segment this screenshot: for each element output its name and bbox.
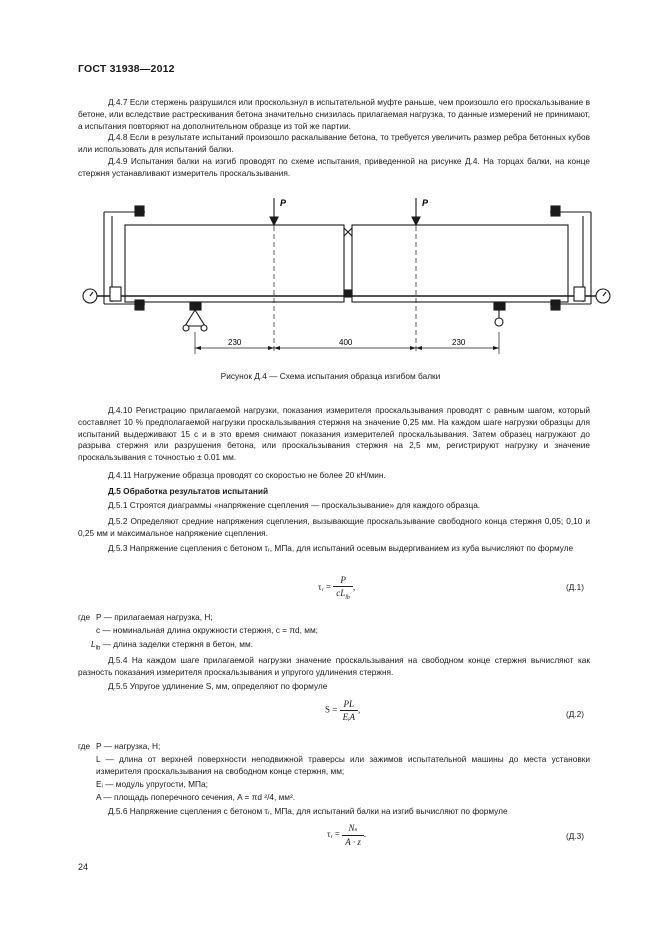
where1-line1: P — прилагаемая нагрузка, Н; — [96, 612, 213, 622]
formula-d2 — [325, 699, 360, 722]
formula-d2-lhs: S = — [325, 704, 338, 715]
where1-line3-symbol: L — [91, 639, 96, 649]
where1-lead: где — [78, 612, 91, 622]
paragraph-d56: Д.5.6 Напряжение сцепления с бетоном τᵣ, МПа, для испытаний балки на изгиб вычисляют по формуле — [108, 806, 508, 816]
page-number: 24 — [78, 862, 89, 872]
formula-d2-tail: , — [358, 704, 361, 715]
where2-line1: P — нагрузка, Н; — [96, 741, 161, 751]
formula-d1-number: (Д.1) — [566, 582, 585, 592]
dimension-middle: 400 — [339, 338, 353, 347]
formula-d2-number: (Д.2) — [566, 709, 585, 719]
where1-line3-sub: lb — [95, 645, 101, 652]
formula-d2-numerator: PL — [340, 699, 358, 711]
formula-d1-denominator: cL — [336, 588, 346, 598]
figure-caption: Рисунок Д.4 — Схема испытания образца изгибом балки — [220, 371, 441, 381]
formula-d1-tail: , — [352, 581, 356, 592]
formula-d1-lhs: τᵣ = — [318, 581, 332, 592]
load-label-left: P — [280, 198, 287, 208]
where2-line4: A — площадь поперечного сечения, A = πd ²/4, мм². — [96, 792, 296, 802]
beam-test-diagram — [78, 192, 618, 362]
paragraph-d54: Д.5.4 На каждом шаге прилагаемой нагрузки значение проскальзывания на свободном конце стержня вычисляют как разность показания измерителя проскальзывания и упругого удлинения стержня. — [78, 655, 590, 677]
formula-d1 — [318, 575, 355, 601]
formula-d1-numerator: P — [333, 575, 353, 587]
beam-left-half — [125, 225, 344, 302]
paragraph-d49: Д.4.9 Испытания балки на изгиб проводят по схеме испытания, приведенной на рисунке Д.4. На торцах балки, на конце стержня устанавливают измеритель проскальзывания. — [78, 156, 590, 178]
formula-d3-numerator: Nₛ — [342, 823, 364, 836]
section-heading-d5: Д.5 Обработка результатов испытаний — [108, 486, 269, 496]
formula-d1-denominator-sub: lb — [345, 594, 350, 601]
formula-d3 — [327, 823, 366, 847]
paragraph-d411: Д.4.11 Нагружение образца проводят со скоростью не более 20 кН/мин. — [108, 470, 386, 480]
where2-lead: где — [78, 741, 91, 751]
paragraph-d51: Д.5.1 Строятся диаграммы «напряжение сцепления — проскальзывание» для каждого образца. — [108, 500, 481, 510]
formula-d3-number: (Д.3) — [566, 831, 585, 841]
formula-d2-denominator: EᵢA — [342, 712, 356, 722]
where2-line3: Eᵢ — модуль упругости, МПа; — [96, 779, 208, 789]
paragraph-d48: Д.4.8 Если в результате испытаний произошло раскалывание бетона, то требуется увеличить размер ребра бетонных кубов или использовать для испытаний балки. — [78, 132, 590, 154]
formula-d3-lhs: τᵣ = — [327, 829, 341, 840]
formula-d3-tail: . — [363, 829, 367, 840]
dimension-left: 230 — [228, 338, 242, 347]
beam-right-half — [352, 225, 568, 302]
document-header: ГОСТ 31938—2012 — [78, 63, 175, 75]
load-label-right: P — [422, 198, 429, 208]
paragraph-d47: Д.4.7 Если стержень разрушился или проскользнул в испытательной муфте раньше, чем произошло его проскальзывание в бетоне, или вследствие растрескивания бетона значительно снизилась прилагаемая нагрузка, то данные измерений не принимают, а испытания повторяют на дополнительном образце из той же партии. — [78, 97, 590, 131]
dimension-right: 230 — [452, 338, 466, 347]
paragraph-d53: Д.5.3 Напряжение сцепления с бетоном τᵣ, МПа, для испытаний осевым выдергиванием из куба вычисляют по формуле — [108, 543, 574, 553]
paragraph-d410: Д.4.10 Регистрацию прилагаемой нагрузки, показания измерителя проскальзывания проводят с равным шагом, который составляет 10 % предполагаемой нагрузки проскальзывания стержня на значение 0,25 мм. На каждом шаге нагрузки образцы для испытаний выдерживают 15 с и в это время снимают показания измерителей проскальзывания. Затем образец нагружают до разрыва стержня или разрушения бетона, или проскальзывания стержня на 2,5 мм, регистрируют нагрузку и значение проскальзывания с точностью ± 0.01 мм. — [78, 405, 590, 463]
paragraph-d52: Д.5.2 Определяют средние напряжения сцепления, вызывающие проскальзывание свободного конца стержня 0,05; 0,10 и 0,25 мм и максимальное напряжение сцепления. — [78, 516, 590, 538]
where2-line2: L — длина от верхней поверхности неподвижной траверсы или зажимов испытательной машины до места установки измерителя проскальзывания на свободном конце стержня, мм; — [96, 754, 590, 776]
where1-line3-text: — длина заделки стержня в бетон, мм. — [102, 639, 253, 649]
formula-d3-denominator: A · z — [345, 837, 361, 847]
paragraph-d55: Д.5.5 Упругое удлинение S, мм, определяют по формуле — [108, 681, 328, 691]
where1-line2: c — номинальная длина окружности стержня, c = πd, мм; — [96, 625, 318, 635]
where1-line3 — [91, 639, 253, 655]
